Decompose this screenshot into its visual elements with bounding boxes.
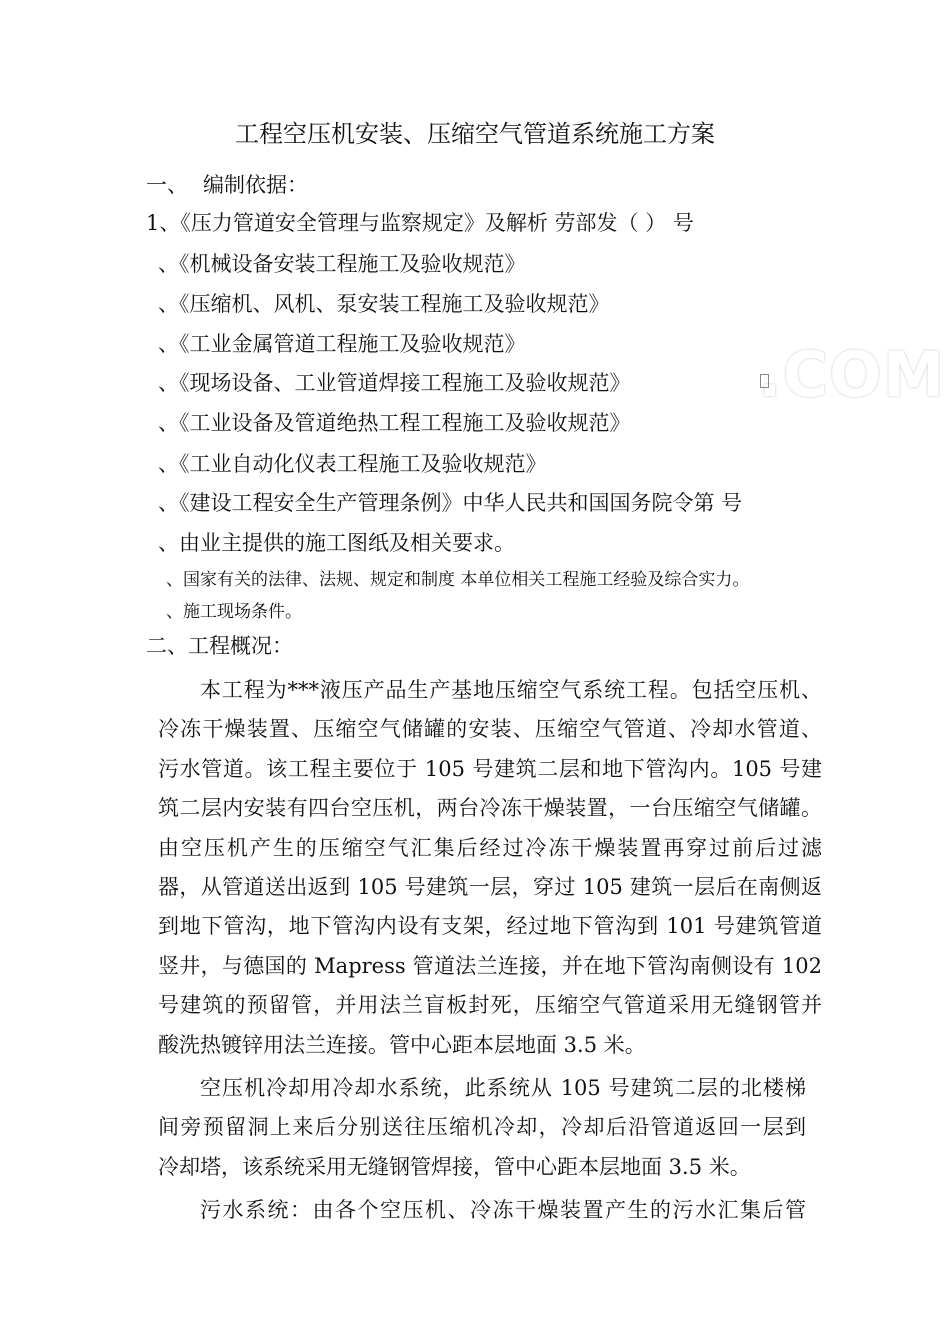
overview-line: 冷冻干燥装置、压缩空气储罐的安装、压缩空气管道、冷却水管道、	[158, 717, 822, 742]
basis-item-6: 、《工业设备及管道绝热工程工程施工及验收规范》	[158, 411, 631, 435]
overview-line: 到地下管沟，地下管沟内设有支架，经过地下管沟到 101 号建筑管道	[158, 914, 822, 939]
basis-item-3: 、《压缩机、风机、泵安装工程施工及验收规范》	[158, 292, 610, 316]
section2-heading: 二、工程概况：	[146, 634, 293, 658]
overview-line: 器，从管道送出返到 105 号建筑一层，穿过 105 建筑一层后在南侧返	[158, 875, 822, 900]
watermark: .COM	[758, 338, 946, 411]
basis-item-9: 、由业主提供的施工图纸及相关要求。	[158, 531, 515, 555]
overview-line: 筑二层内安装有四台空压机，两台冷冻干燥装置，一台压缩空气储罐。	[158, 796, 822, 821]
basis-item-10: 、国家有关的法律、法规、规定和制度 本单位相关工程施工经验及综合实力。	[166, 570, 750, 590]
overview-line: 本工程为***液压产品生产基地压缩空气系统工程。包括空压机、	[200, 678, 822, 702]
basis-item-1: 1、《压力管道安全管理与监察规定》及解析 劳部发（ ） 号	[146, 211, 694, 235]
basis-item-7: 、《工业自动化仪表工程施工及验收规范》	[158, 452, 547, 476]
watermark-box-icon	[760, 374, 769, 388]
sewage-paragraph	[158, 1191, 806, 1230]
overview-line: 酸洗热镀锌用法兰连接。管中心距本层地面 3.5 米。	[158, 1032, 646, 1057]
cooling-line: 冷却塔，该系统采用无缝钢管焊接，管中心距本层地面 3.5 米。	[158, 1154, 751, 1179]
overview-line: 污水管道。该工程主要位于 105 号建筑二层和地下管沟内。105 号建	[158, 756, 822, 781]
overview-line: 竖井，与德国的 Mapress 管道法兰连接，并在地下管沟南侧设有 102	[158, 953, 822, 978]
section1-heading-number: 一、	[146, 173, 188, 197]
section1-heading: 编制依据：	[203, 173, 308, 197]
sewage-line: 污水系统：由各个空压机、冷冻干燥装置产生的污水汇集后管	[200, 1198, 806, 1222]
project-overview-paragraph	[158, 671, 822, 1065]
basis-item-2: 、《机械设备安装工程施工及验收规范》	[158, 252, 526, 276]
cooling-water-paragraph	[158, 1069, 806, 1187]
basis-item-8: 、《建设工程安全生产管理条例》中华人民共和国国务院令第 号	[158, 491, 743, 515]
cooling-line: 间旁预留洞上来后分别送往压缩机冷却，冷却后沿管道返回一层到	[158, 1115, 806, 1140]
basis-item-5: 、《现场设备、工业管道焊接工程施工及验收规范》	[158, 371, 631, 395]
document-title: 工程空压机安装、压缩空气管道系统施工方案	[235, 120, 715, 148]
cooling-line: 空压机冷却用冷却水系统，此系统从 105 号建筑二层的北楼梯	[200, 1076, 806, 1100]
overview-line: 号建筑的预留管，并用法兰盲板封死，压缩空气管道采用无缝钢管并	[158, 993, 822, 1018]
basis-item-11: 、施工现场条件。	[166, 602, 302, 622]
overview-line: 由空压机产生的压缩空气汇集后经过冷冻干燥装置再穿过前后过滤	[158, 835, 822, 860]
basis-item-4: 、《工业金属管道工程施工及验收规范》	[158, 332, 526, 356]
